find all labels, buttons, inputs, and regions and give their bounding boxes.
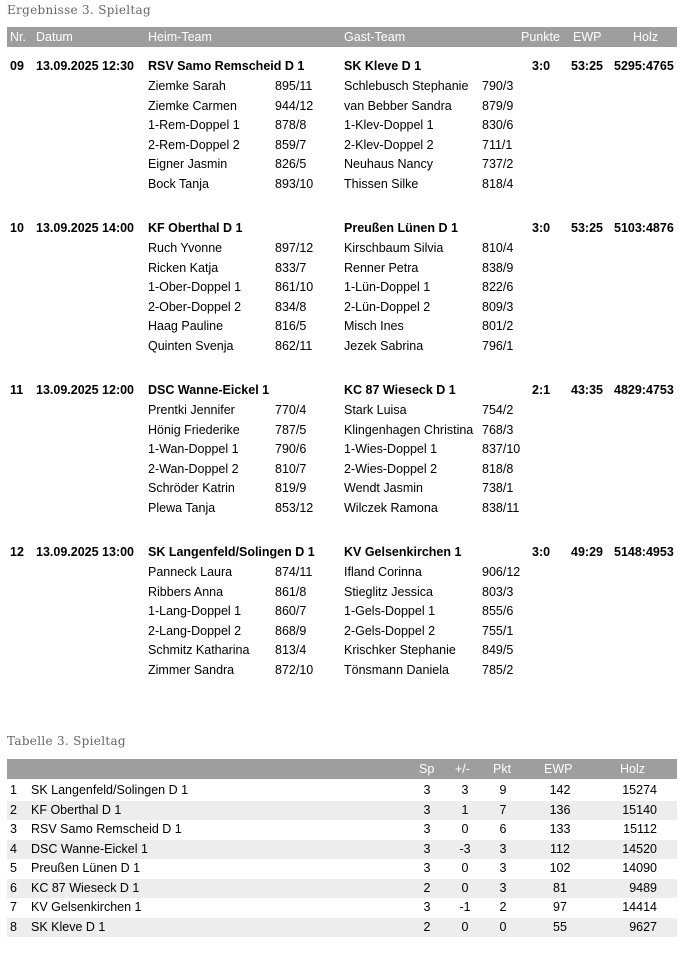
row-ewp: 81 — [553, 880, 567, 895]
home-player-score: 872/10 — [275, 662, 314, 677]
row-team: DSC Wanne-Eickel 1 — [31, 841, 148, 856]
match-datum: 13.09.2025 12:30 — [36, 59, 135, 73]
match-ewp: 49:29 — [571, 545, 603, 559]
row-holz: 15274 — [622, 783, 657, 797]
home-player-name: Ruch Yvonne — [148, 241, 223, 255]
home-player-score: 860/7 — [275, 604, 307, 618]
guest-player-name: van Bebber Sandra — [344, 98, 452, 113]
row-ewp: 133 — [549, 822, 571, 836]
guest-team: Preußen Lünen D 1 — [344, 221, 458, 235]
home-team: DSC Wanne-Eickel 1 — [148, 383, 270, 397]
header-table-holz: Holz — [620, 762, 646, 776]
match-holz: 5103:4876 — [614, 221, 674, 235]
table-row — [7, 879, 677, 899]
row-sp: 3 — [423, 900, 431, 914]
match-holz: 5148:4953 — [614, 545, 674, 559]
row-team: KV Gelsenkirchen 1 — [31, 900, 142, 914]
guest-player-name: 1-Klev-Doppel 1 — [344, 118, 434, 132]
match-punkte: 3:0 — [532, 221, 551, 235]
guest-player-name: Klingenhagen Christina — [344, 422, 474, 437]
home-player-score: 944/12 — [275, 98, 314, 113]
home-player-name: Ziemke Sarah — [148, 79, 226, 93]
guest-player-score: 810/4 — [482, 241, 514, 255]
guest-player-name: 2-Wies-Doppel 2 — [344, 461, 438, 476]
guest-player-score: 768/3 — [482, 422, 514, 437]
guest-player-score: 837/10 — [482, 442, 521, 456]
home-player-score: 826/5 — [275, 157, 307, 171]
home-player-score: 895/11 — [275, 79, 313, 93]
guest-player-score: 711/1 — [482, 137, 513, 152]
header-datum: Datum — [36, 30, 73, 44]
match-datum: 13.09.2025 12:00 — [36, 383, 135, 397]
guest-player-name: Stark Luisa — [344, 403, 407, 417]
row-team: SK Langenfeld/Solingen D 1 — [31, 783, 189, 797]
row-diff: 1 — [461, 802, 469, 817]
guest-player-score: 754/2 — [482, 403, 514, 417]
home-player-name: Prentki Jennifer — [148, 403, 235, 417]
guest-player-name: Wendt Jasmin — [344, 481, 423, 495]
row-ewp: 112 — [550, 841, 570, 856]
home-player-name: Panneck Laura — [148, 565, 233, 579]
match-ewp: 53:25 — [571, 59, 603, 73]
header-pkt: Pkt — [493, 762, 512, 776]
row-pkt: 3 — [499, 841, 507, 856]
home-player-score: 868/9 — [275, 623, 307, 638]
header-holz: Holz — [633, 30, 659, 44]
guest-player-name: Misch Ines — [344, 319, 404, 333]
guest-player-name: Tönsmann Daniela — [344, 662, 449, 677]
row-team: SK Kleve D 1 — [31, 919, 106, 934]
match-holz: 4829:4753 — [614, 383, 674, 397]
home-team: KF Oberthal D 1 — [148, 221, 243, 235]
home-player-score: 861/10 — [275, 280, 314, 294]
home-player-name: 1-Lang-Doppel 1 — [148, 604, 242, 618]
home-player-score: 874/11 — [275, 565, 313, 579]
row-ewp: 136 — [549, 802, 571, 817]
table-row — [7, 820, 677, 840]
guest-player-name: Wilczek Ramona — [344, 500, 438, 515]
row-pos: 8 — [10, 919, 17, 934]
guest-player-name: Thissen Silke — [344, 176, 419, 191]
row-pkt: 2 — [499, 900, 507, 914]
guest-player-score: 830/6 — [482, 118, 514, 132]
guest-player-score: 855/6 — [482, 604, 514, 618]
guest-team: KC 87 Wieseck D 1 — [344, 383, 456, 397]
row-holz: 14414 — [622, 900, 657, 914]
table-row — [7, 801, 677, 821]
guest-player-score: 818/4 — [482, 176, 514, 191]
header-nr: Nr. — [10, 30, 26, 44]
home-team: SK Langenfeld/Solingen D 1 — [148, 545, 315, 559]
home-player-score: 878/8 — [275, 118, 307, 132]
row-holz: 15140 — [622, 802, 657, 817]
match-punkte: 3:0 — [532, 545, 551, 559]
header-sp: Sp — [419, 762, 435, 776]
match-punkte: 2:1 — [532, 383, 551, 397]
guest-player-name: Kirschbaum Silvia — [344, 241, 444, 255]
home-player-score: 833/7 — [275, 260, 307, 275]
row-holz: 14090 — [622, 861, 657, 875]
row-sp: 3 — [423, 861, 431, 875]
home-player-name: Haag Pauline — [148, 319, 224, 333]
guest-player-score: 879/9 — [482, 98, 514, 113]
guest-player-name: 2-Klev-Doppel 2 — [344, 137, 434, 152]
guest-player-name: 1-Lün-Doppel 1 — [344, 280, 431, 294]
row-pos: 6 — [10, 880, 17, 895]
home-player-score: 853/12 — [275, 500, 314, 515]
home-player-name: Hönig Friederike — [148, 422, 240, 437]
home-player-name: Ziemke Carmen — [148, 98, 237, 113]
row-pos: 2 — [10, 802, 17, 817]
home-player-name: Ribbers Anna — [148, 584, 224, 599]
home-player-name: 1-Wan-Doppel 1 — [148, 442, 239, 456]
home-player-name: 2-Rem-Doppel 2 — [148, 137, 240, 152]
home-player-name: 1-Ober-Doppel 1 — [148, 280, 242, 294]
row-pos: 3 — [10, 822, 17, 836]
table-row — [7, 859, 677, 879]
row-pkt: 6 — [499, 822, 507, 836]
row-team: KF Oberthal D 1 — [31, 802, 122, 817]
guest-player-name: 2-Gels-Doppel 2 — [344, 623, 436, 638]
guest-player-name: Ifland Corinna — [344, 565, 422, 579]
row-pkt: 0 — [499, 919, 507, 934]
guest-player-score: 801/2 — [482, 319, 514, 333]
home-player-name: Schröder Katrin — [148, 481, 235, 495]
row-sp: 3 — [423, 822, 431, 836]
guest-player-name: Jezek Sabrina — [344, 338, 424, 353]
row-diff: 0 — [461, 919, 469, 934]
guest-team: SK Kleve D 1 — [344, 59, 422, 73]
row-sp: 3 — [423, 841, 431, 856]
home-player-name: 2-Ober-Doppel 2 — [148, 299, 242, 314]
table-title: Tabelle 3. Spieltag — [7, 734, 126, 748]
home-player-name: Plewa Tanja — [148, 500, 216, 515]
guest-player-score: 809/3 — [482, 299, 514, 314]
row-pkt: 3 — [499, 880, 507, 895]
home-player-score: 813/4 — [275, 643, 307, 657]
row-pos: 5 — [10, 861, 17, 875]
row-holz: 9489 — [629, 880, 657, 895]
guest-team: KV Gelsenkirchen 1 — [344, 545, 462, 559]
match-datum: 13.09.2025 14:00 — [36, 221, 135, 235]
row-pkt: 3 — [499, 861, 507, 875]
home-player-score: 790/6 — [275, 442, 307, 456]
row-pos: 4 — [10, 841, 17, 856]
home-player-name: Ricken Katja — [148, 260, 219, 275]
row-diff: 0 — [461, 880, 469, 895]
home-player-score: 861/8 — [275, 584, 307, 599]
row-ewp: 55 — [553, 919, 567, 934]
row-pos: 1 — [10, 783, 17, 797]
guest-player-score: 785/2 — [482, 662, 514, 677]
guest-player-score: 738/1 — [482, 481, 514, 495]
row-diff: 3 — [461, 783, 469, 797]
row-team: Preußen Lünen D 1 — [31, 861, 141, 875]
row-pos: 7 — [10, 900, 17, 914]
header-diff: +/- — [455, 762, 470, 776]
row-team: RSV Samo Remscheid D 1 — [31, 822, 182, 836]
header-punkte: Punkte — [521, 30, 560, 44]
guest-player-name: 1-Gels-Doppel 1 — [344, 604, 436, 618]
guest-player-name: Stieglitz Jessica — [344, 584, 433, 599]
guest-player-score: 737/2 — [482, 157, 514, 171]
row-holz: 14520 — [622, 841, 657, 856]
table-header — [7, 759, 677, 779]
home-player-name: Eigner Jasmin — [148, 157, 228, 171]
home-player-score: 862/11 — [275, 338, 313, 353]
match-holz: 5295:4765 — [614, 59, 674, 73]
row-holz: 9627 — [629, 919, 657, 934]
guest-player-score: 838/9 — [482, 260, 514, 275]
row-holz: 15112 — [623, 822, 657, 836]
row-pkt: 7 — [499, 802, 507, 817]
guest-player-score: 838/11 — [482, 500, 520, 515]
home-player-name: Zimmer Sandra — [148, 662, 235, 677]
home-player-score: 834/8 — [275, 299, 307, 314]
home-player-name: Quinten Svenja — [148, 338, 234, 353]
home-player-score: 819/9 — [275, 481, 307, 495]
row-sp: 2 — [423, 919, 431, 934]
guest-player-name: 1-Wies-Doppel 1 — [344, 442, 438, 456]
row-ewp: 97 — [553, 900, 567, 914]
home-player-score: 859/7 — [275, 137, 307, 152]
guest-player-score: 796/1 — [482, 338, 514, 353]
table-row — [7, 781, 677, 801]
home-player-score: 816/5 — [275, 319, 307, 333]
match-datum: 13.09.2025 13:00 — [36, 545, 135, 559]
guest-player-score: 818/8 — [482, 461, 514, 476]
home-team: RSV Samo Remscheid D 1 — [148, 59, 305, 73]
header-table-ewp: EWP — [544, 762, 573, 776]
match-nr: 09 — [10, 59, 24, 73]
guest-player-score: 803/3 — [482, 584, 514, 599]
home-player-name: Bock Tanja — [148, 176, 209, 191]
match-nr: 12 — [10, 545, 24, 559]
row-diff: 0 — [461, 861, 469, 875]
home-player-score: 897/12 — [275, 241, 314, 255]
guest-player-score: 822/6 — [482, 280, 514, 294]
match-ewp: 53:25 — [571, 221, 603, 235]
match-ewp: 43:35 — [571, 383, 603, 397]
match-nr: 10 — [10, 221, 24, 235]
row-sp: 3 — [423, 802, 431, 817]
guest-player-name: 2-Lün-Doppel 2 — [344, 299, 431, 314]
guest-player-name: Renner Petra — [344, 260, 419, 275]
guest-player-name: Neuhaus Nancy — [344, 157, 433, 171]
home-player-score: 893/10 — [275, 176, 314, 191]
guest-player-name: Krischker Stephanie — [344, 643, 456, 657]
guest-player-score: 790/3 — [482, 79, 514, 93]
home-player-name: 1-Rem-Doppel 1 — [148, 118, 240, 132]
table-row — [7, 898, 677, 918]
results-title: Ergebnisse 3. Spieltag — [7, 3, 151, 17]
header-heim: Heim-Team — [148, 30, 212, 44]
row-diff: -3 — [459, 841, 471, 856]
home-player-score: 810/7 — [275, 461, 307, 476]
row-ewp: 102 — [549, 861, 571, 875]
header-gast: Gast-Team — [344, 30, 406, 44]
row-pkt: 9 — [499, 783, 507, 797]
home-player-score: 787/5 — [275, 422, 307, 437]
row-ewp: 142 — [549, 783, 571, 797]
home-player-name: 2-Lang-Doppel 2 — [148, 623, 242, 638]
home-player-score: 770/4 — [275, 403, 307, 417]
guest-player-score: 849/5 — [482, 643, 514, 657]
home-player-name: 2-Wan-Doppel 2 — [148, 461, 239, 476]
guest-player-score: 906/12 — [482, 565, 521, 579]
results-header — [7, 27, 677, 47]
row-diff: -1 — [459, 900, 471, 914]
header-ewp: EWP — [573, 30, 602, 44]
home-player-name: Schmitz Katharina — [148, 643, 250, 657]
guest-player-name: Schlebusch Stephanie — [344, 79, 469, 93]
table-row — [7, 840, 677, 860]
match-punkte: 3:0 — [532, 59, 551, 73]
row-team: KC 87 Wieseck D 1 — [31, 880, 140, 895]
row-sp: 2 — [423, 880, 431, 895]
guest-player-score: 755/1 — [482, 623, 514, 638]
match-nr: 11 — [10, 383, 24, 397]
table-row — [7, 918, 677, 938]
row-diff: 0 — [461, 822, 469, 836]
row-sp: 3 — [423, 783, 431, 797]
